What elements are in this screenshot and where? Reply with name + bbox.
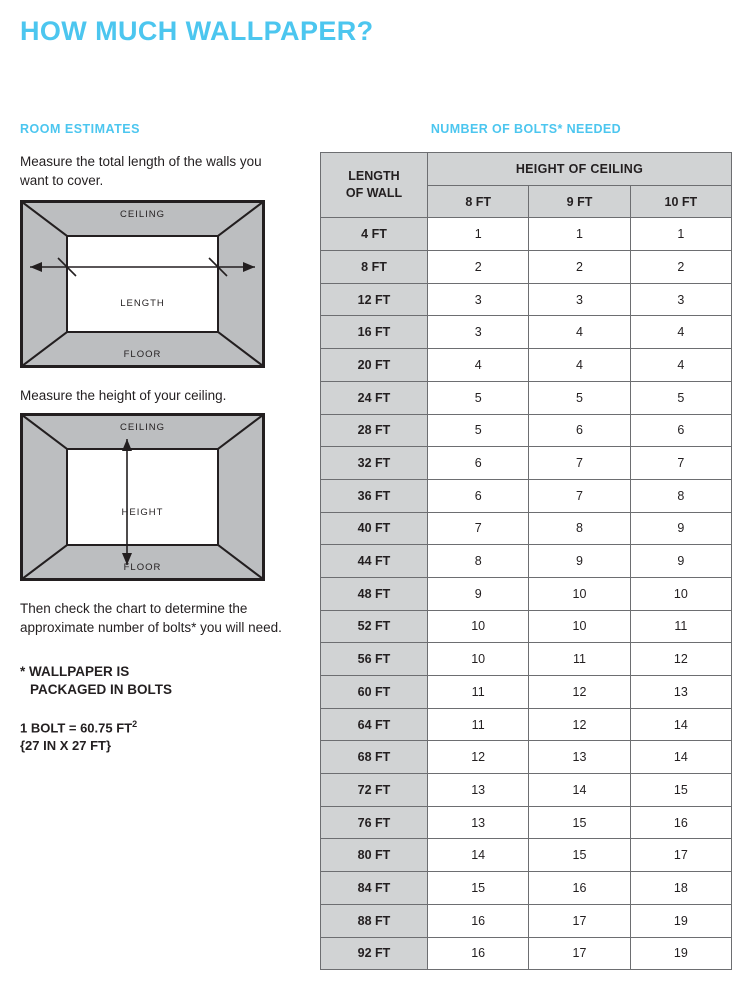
cell-bolts-10ft: 15 (630, 774, 731, 807)
diagram-label-ceiling: CEILING (119, 422, 165, 433)
cell-bolts-8ft: 16 (428, 937, 529, 970)
table-body (321, 218, 732, 970)
table-row (321, 316, 732, 349)
table-row (321, 741, 732, 774)
table-row (321, 512, 732, 545)
cell-bolts-8ft: 10 (428, 643, 529, 676)
cell-length-of-wall: 20 FT (321, 349, 428, 382)
cell-length-of-wall: 28 FT (321, 414, 428, 447)
table-row (321, 251, 732, 284)
table-row (321, 545, 732, 578)
cell-length-of-wall: 64 FT (321, 708, 428, 741)
cell-bolts-9ft: 10 (529, 577, 630, 610)
cell-bolts-8ft: 5 (428, 381, 529, 414)
cell-bolts-10ft: 5 (630, 381, 731, 414)
cell-length-of-wall: 12 FT (321, 283, 428, 316)
cell-bolts-9ft: 7 (529, 479, 630, 512)
cell-length-of-wall: 52 FT (321, 610, 428, 643)
cell-bolts-9ft: 11 (529, 643, 630, 676)
cell-bolts-8ft: 2 (428, 251, 529, 284)
cell-bolts-10ft: 9 (630, 512, 731, 545)
diagram-label-floor: FLOOR (123, 562, 162, 573)
cell-bolts-9ft: 8 (529, 512, 630, 545)
table-row (321, 643, 732, 676)
cell-bolts-10ft: 10 (630, 577, 731, 610)
cell-bolts-8ft: 4 (428, 349, 529, 382)
room-diagram-height (20, 413, 265, 581)
table-row (321, 414, 732, 447)
bolt-size-line-1: 1 BOLT = 60.75 FT (20, 720, 133, 736)
cell-bolts-10ft: 9 (630, 545, 731, 578)
diagram-label-floor: FLOOR (123, 349, 162, 360)
table-row (321, 610, 732, 643)
cell-length-of-wall: 72 FT (321, 774, 428, 807)
cell-bolts-10ft: 17 (630, 839, 731, 872)
cell-bolts-8ft: 11 (428, 708, 529, 741)
cell-bolts-10ft: 4 (630, 316, 731, 349)
cell-bolts-9ft: 14 (529, 774, 630, 807)
cell-bolts-9ft: 12 (529, 676, 630, 709)
cell-bolts-8ft: 10 (428, 610, 529, 643)
table-row (321, 708, 732, 741)
table-row (321, 283, 732, 316)
cell-bolts-8ft: 6 (428, 479, 529, 512)
diagram-label-length: LENGTH (120, 298, 165, 309)
cell-bolts-10ft: 1 (630, 218, 731, 251)
cell-bolts-10ft: 16 (630, 806, 731, 839)
cell-bolts-8ft: 7 (428, 512, 529, 545)
cell-bolts-9ft: 7 (529, 447, 630, 480)
room-diagram-length-graphic (22, 202, 263, 366)
footnote-line-1: * WALLPAPER IS (20, 664, 130, 679)
cell-length-of-wall: 92 FT (321, 937, 428, 970)
cell-bolts-9ft: 2 (529, 251, 630, 284)
cell-bolts-8ft: 13 (428, 774, 529, 807)
cell-bolts-9ft: 4 (529, 349, 630, 382)
table-heading: NUMBER OF BOLTS* NEEDED (430, 122, 622, 136)
cell-bolts-10ft: 19 (630, 937, 731, 970)
cell-bolts-10ft: 14 (630, 708, 731, 741)
cell-length-of-wall: 44 FT (321, 545, 428, 578)
room-estimates-section (20, 122, 292, 755)
cell-bolts-8ft: 3 (428, 283, 529, 316)
cell-bolts-9ft: 10 (529, 610, 630, 643)
table-row (321, 349, 732, 382)
bolts-table (320, 152, 732, 970)
cell-bolts-10ft: 18 (630, 872, 731, 905)
diagram-label-height: HEIGHT (121, 507, 164, 518)
table-row (321, 381, 732, 414)
cell-bolts-10ft: 8 (630, 479, 731, 512)
cell-length-of-wall: 84 FT (321, 872, 428, 905)
table-row (321, 937, 732, 970)
cell-length-of-wall: 56 FT (321, 643, 428, 676)
table-row (321, 218, 732, 251)
cell-length-of-wall: 32 FT (321, 447, 428, 480)
cell-length-of-wall: 40 FT (321, 512, 428, 545)
room-diagram-height-graphic (22, 415, 263, 579)
table-row (321, 577, 732, 610)
cell-bolts-8ft: 15 (428, 872, 529, 905)
table-header-row-1 (321, 153, 732, 186)
cell-bolts-9ft: 13 (529, 741, 630, 774)
column-header-height-of-ceiling: HEIGHT OF CEILING (428, 153, 732, 186)
length-header-line-2: OF WALL (345, 186, 403, 201)
cell-bolts-10ft: 7 (630, 447, 731, 480)
cell-bolts-8ft: 9 (428, 577, 529, 610)
room-diagram-length (20, 200, 265, 368)
table-row (321, 676, 732, 709)
column-header-8ft: 8 FT (428, 185, 529, 218)
table-row (321, 806, 732, 839)
table-row (321, 479, 732, 512)
cell-length-of-wall: 88 FT (321, 904, 428, 937)
page-title: HOW MUCH WALLPAPER? (20, 16, 374, 46)
cell-bolts-8ft: 16 (428, 904, 529, 937)
cell-bolts-9ft: 1 (529, 218, 630, 251)
cell-length-of-wall: 48 FT (321, 577, 428, 610)
cell-bolts-8ft: 3 (428, 316, 529, 349)
bolt-size-superscript: 2 (132, 719, 138, 729)
table-row (321, 872, 732, 905)
cell-bolts-9ft: 17 (529, 937, 630, 970)
section-heading-room-estimates: ROOM ESTIMATES (20, 122, 140, 136)
cell-bolts-10ft: 13 (630, 676, 731, 709)
cell-length-of-wall: 76 FT (321, 806, 428, 839)
cell-bolts-8ft: 14 (428, 839, 529, 872)
cell-length-of-wall: 8 FT (321, 251, 428, 284)
cell-bolts-10ft: 14 (630, 741, 731, 774)
cell-bolts-10ft: 12 (630, 643, 731, 676)
instruction-check-chart: Then check the chart to determine the approximate number of bolts* you will need. (20, 601, 282, 635)
cell-length-of-wall: 24 FT (321, 381, 428, 414)
cell-bolts-9ft: 6 (529, 414, 630, 447)
diagram-label-ceiling: CEILING (119, 209, 165, 220)
cell-bolts-9ft: 3 (529, 283, 630, 316)
column-header-9ft: 9 FT (529, 185, 630, 218)
cell-bolts-8ft: 11 (428, 676, 529, 709)
column-header-length-of-wall (321, 153, 428, 218)
footnote-line-2: PACKAGED IN BOLTS (30, 682, 173, 697)
cell-bolts-10ft: 3 (630, 283, 731, 316)
cell-bolts-9ft: 4 (529, 316, 630, 349)
instruction-measure-height: Measure the height of your ceiling. (20, 388, 227, 403)
cell-bolts-10ft: 6 (630, 414, 731, 447)
cell-bolts-8ft: 1 (428, 218, 529, 251)
cell-bolts-9ft: 5 (529, 381, 630, 414)
cell-length-of-wall: 80 FT (321, 839, 428, 872)
instruction-measure-length: Measure the total length of the walls you want to cover. (20, 154, 262, 188)
cell-bolts-9ft: 15 (529, 839, 630, 872)
cell-bolts-10ft: 11 (630, 610, 731, 643)
cell-bolts-9ft: 15 (529, 806, 630, 839)
cell-bolts-8ft: 13 (428, 806, 529, 839)
cell-bolts-8ft: 6 (428, 447, 529, 480)
cell-bolts-10ft: 2 (630, 251, 731, 284)
cell-length-of-wall: 68 FT (321, 741, 428, 774)
column-header-10ft: 10 FT (630, 185, 731, 218)
table-row (321, 839, 732, 872)
cell-bolts-9ft: 17 (529, 904, 630, 937)
cell-length-of-wall: 36 FT (321, 479, 428, 512)
cell-bolts-8ft: 8 (428, 545, 529, 578)
cell-bolts-9ft: 16 (529, 872, 630, 905)
table-row (321, 774, 732, 807)
cell-bolts-9ft: 9 (529, 545, 630, 578)
bolt-size-line-2: {27 IN X 27 FT} (20, 738, 112, 754)
table-row (321, 904, 732, 937)
table-header (321, 153, 732, 218)
cell-length-of-wall: 60 FT (321, 676, 428, 709)
cell-bolts-10ft: 19 (630, 904, 731, 937)
table-row (321, 447, 732, 480)
footnote-packaging (20, 663, 292, 699)
cell-bolts-8ft: 12 (428, 741, 529, 774)
cell-length-of-wall: 4 FT (321, 218, 428, 251)
cell-bolts-9ft: 12 (529, 708, 630, 741)
length-header-line-1: LENGTH (348, 169, 400, 184)
bolts-table-section (320, 122, 732, 970)
cell-length-of-wall: 16 FT (321, 316, 428, 349)
cell-bolts-8ft: 5 (428, 414, 529, 447)
cell-bolts-10ft: 4 (630, 349, 731, 382)
footnote-bolt-size (20, 715, 292, 755)
